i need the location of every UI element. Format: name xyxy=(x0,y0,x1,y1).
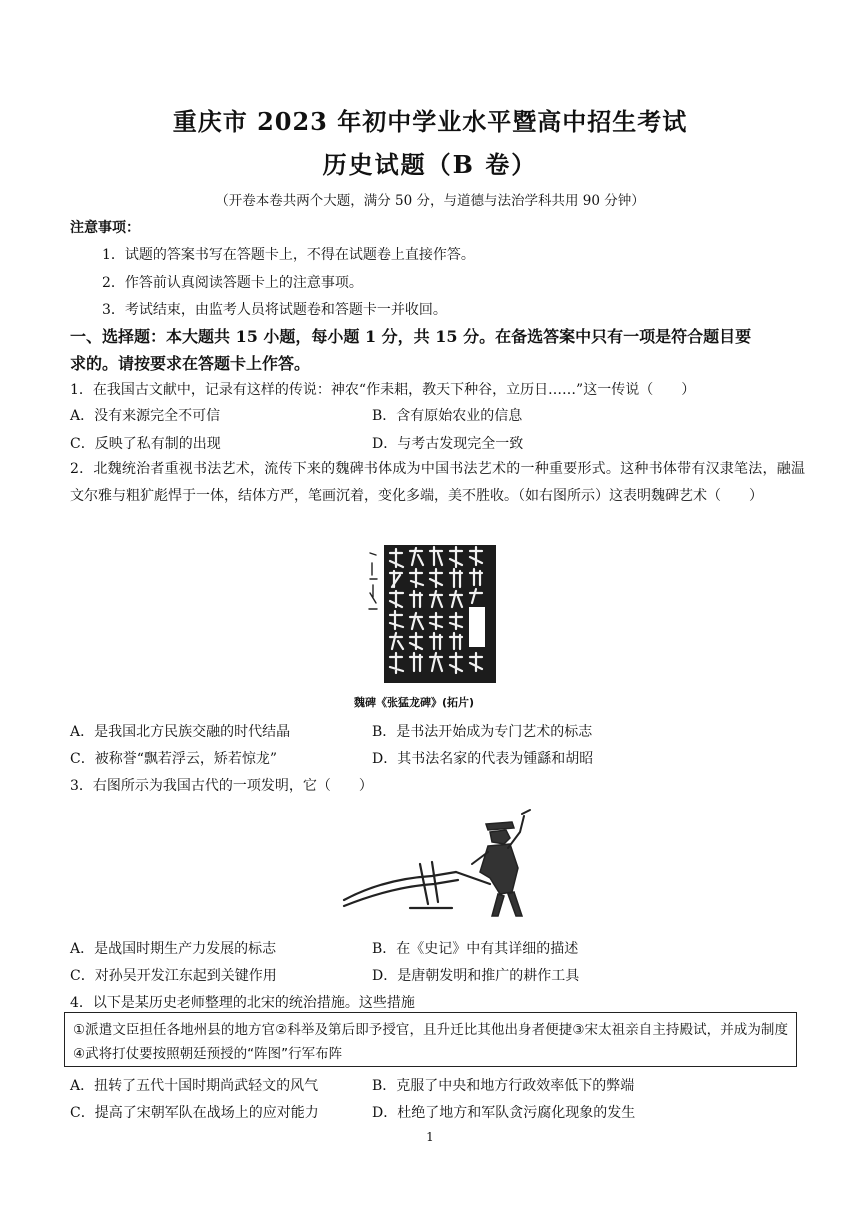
question-2-option-d: D．其书法名家的代表为锺繇和胡昭 xyxy=(372,751,594,767)
plough-illustration xyxy=(340,808,540,918)
question-4-option-a: A．扭转了五代十国时期尚武轻文的风气 xyxy=(70,1078,319,1094)
stele-caption: 魏碑《张猛龙碑》(拓片) xyxy=(354,696,475,709)
question-3-stem: 3．右图所示为我国古代的一项发明，它（ ） xyxy=(70,778,373,794)
question-4-material-text: ①派遣文臣担任各地州县的地方官②科举及第后即予授官，且升迁比其他出身者便捷③宋太祖亲自主持殿试，并成为制度④武将打仗要按照朝廷预授的“阵图”行军布阵 xyxy=(73,1022,788,1062)
stele-rubbing-image xyxy=(368,545,496,685)
section-heading-line1: 一、选择题：本大题共 15 小题，每小题 1 分，共 15 分。在备选答案中只有一项是符合题目要 xyxy=(70,327,752,346)
question-4-stem: 4．以下是某历史老师整理的北宋的统治措施。这些措施 xyxy=(70,995,415,1011)
question-4-option-c: C．提高了宋朝军队在战场上的应对能力 xyxy=(70,1105,319,1121)
question-1-option-d: D．与考古发现完全一致 xyxy=(372,436,524,452)
notice-item: 1．试题的答案书写在答题卡上，不得在试题卷上直接作答。 xyxy=(102,247,475,263)
exam-note: （开卷本卷共两个大题，满分 50 分，与道德与法治学科共用 90 分钟） xyxy=(215,193,645,209)
exam-title: 重庆市 2023 年初中学业水平暨高中招生考试 xyxy=(172,107,688,136)
paper-subtitle: 历史试题（B 卷） xyxy=(322,150,538,179)
question-4-material-box xyxy=(64,1012,797,1067)
question-4-option-b: B．克服了中央和地方行政效率低下的弊端 xyxy=(372,1078,635,1094)
question-4-option-d: D．杜绝了地方和军队贪污腐化现象的发生 xyxy=(372,1105,636,1121)
section-heading-line2: 求的。请按要求在答题卡上作答。 xyxy=(70,354,311,373)
question-1-option-c: C．反映了私有制的出现 xyxy=(70,436,221,452)
page-number: 1 xyxy=(426,1130,434,1144)
question-3-option-a: A．是战国时期生产力发展的标志 xyxy=(70,941,277,957)
question-3-option-c: C．对孙吴开发江东起到关键作用 xyxy=(70,968,277,984)
question-2-option-c: C．被称誉“飘若浮云，矫若惊龙” xyxy=(70,751,278,767)
question-3-option-b: B．在《史记》中有其详细的描述 xyxy=(372,941,579,957)
question-3-option-d: D．是唐朝发明和推广的耕作工具 xyxy=(372,968,580,984)
question-1-option-b: B．含有原始农业的信息 xyxy=(372,408,523,424)
notice-item: 2．作答前认真阅读答题卡上的注意事项。 xyxy=(102,275,363,291)
notice-heading: 注意事项： xyxy=(70,220,140,236)
notice-item: 3．考试结束，由监考人员将试题卷和答题卡一并收回。 xyxy=(102,302,447,318)
question-2-option-a: A．是我国北方民族交融的时代结晶 xyxy=(70,724,291,740)
question-2-option-b: B．是书法开始成为专门艺术的标志 xyxy=(372,724,593,740)
question-2-stem: 2．北魏统治者重视书法艺术，流传下来的魏碑书体成为中国书法艺术的一种重要形式。这种书体带有汉隶笔法，融温文尔雅与粗犷彪悍于一体，结体方严，笔画沉着，变化多端，美不胜收。（如右图所示）这表明魏碑艺术（ ） xyxy=(70,461,805,504)
question-1-option-a: A．没有来源完全不可信 xyxy=(70,408,221,424)
question-1-stem: 1．在我国古文献中，记录有这样的传说：神农“作耒耜，教天下种谷，立历日……”这一传说（ ） xyxy=(70,382,696,398)
